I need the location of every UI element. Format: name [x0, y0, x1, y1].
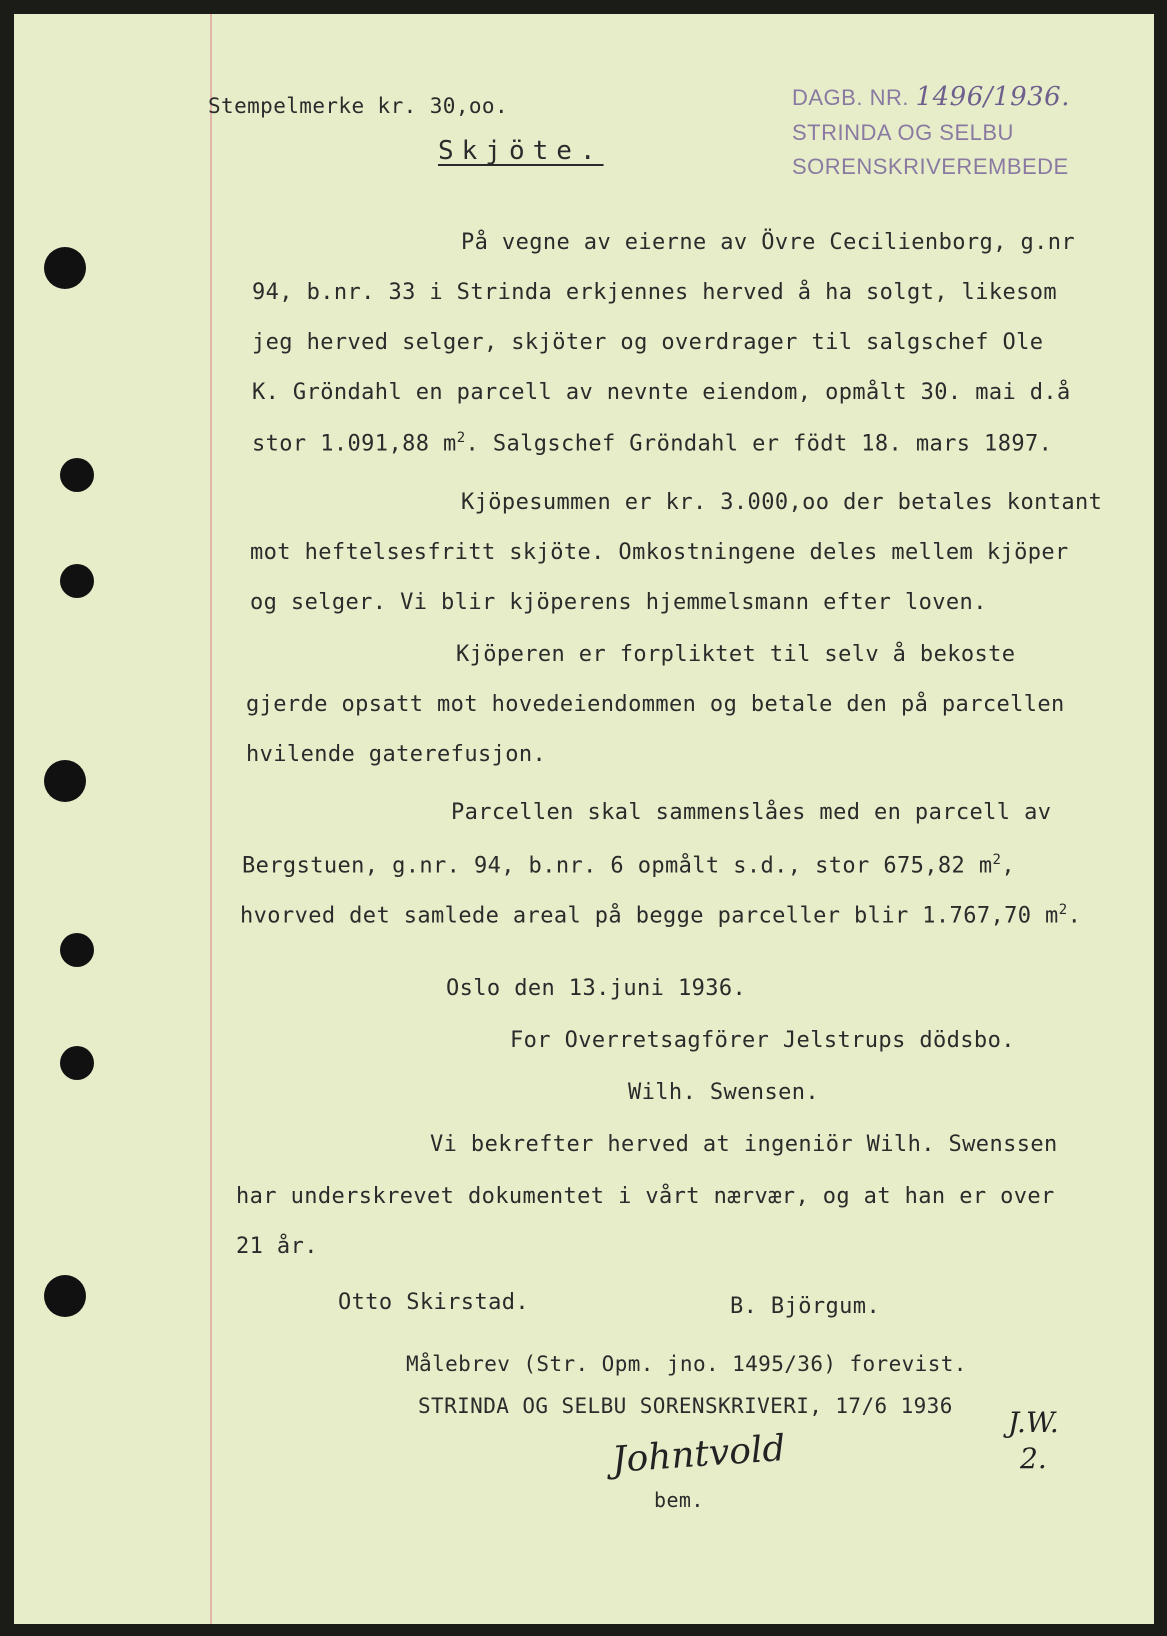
registry-note: STRINDA OG SELBU SORENSKRIVERI, 17/6 1936	[418, 1394, 953, 1418]
stamp-office: SORENSKRIVEREMBEDE	[792, 154, 1069, 179]
bem-note: bem.	[654, 1488, 704, 1512]
text-segment: Bergstuen, g.nr. 94, b.nr. 6 opmålt s.d., stor 675,82 m	[242, 853, 993, 879]
text-line: Kjöperen er forpliktet til selv å bekoste	[456, 642, 1016, 667]
punch-hole	[60, 458, 94, 492]
superscript: 2	[456, 430, 466, 446]
document-title: Skjöte.	[438, 136, 604, 166]
text-line: jeg herved selger, skjöter og overdrager til salgschef Ole	[252, 330, 1044, 355]
stamp-number: 1496	[915, 82, 984, 112]
text-segment: .	[1067, 903, 1082, 929]
punch-hole	[44, 247, 86, 289]
text-line: og selger. Vi blir kjöperens hjemmelsmann efter loven.	[250, 590, 987, 615]
text-line: På vegne av eierne av Övre Cecilienborg, g.nr	[461, 230, 1076, 255]
text-line: Kjöpesummen er kr. 3.000,oo der betales kontant	[461, 490, 1103, 515]
text-line: har underskrevet dokumentet i vårt nærvær, og at han er over	[236, 1184, 1055, 1209]
initials: J.W.	[1008, 1406, 1059, 1439]
punch-hole	[60, 1046, 94, 1080]
stamp-fee: Stempelmerke kr. 30,oo.	[208, 94, 508, 118]
text-line: gjerde opsatt mot hovedeiendommen og betale den på parcellen	[246, 692, 1065, 717]
clerk-signature: Johntvold	[610, 1427, 787, 1482]
stamp-year: /1936.	[983, 82, 1070, 112]
initials-sub: 2.	[1020, 1442, 1047, 1475]
stamp-label: DAGB. NR.	[792, 85, 909, 110]
on-behalf-line: For Overretsagförer Jelstrups dödsbo.	[510, 1028, 1015, 1053]
punch-hole	[60, 564, 94, 598]
text-line: Vi bekrefter herved at ingeniör Wilh. Swenssen	[430, 1132, 1058, 1157]
witness-signature: B. Björgum.	[730, 1294, 881, 1319]
witness-signature: Otto Skirstad.	[338, 1290, 530, 1315]
area-value: stor 1.091,88 m	[252, 431, 457, 457]
text-line: 21 år.	[236, 1234, 318, 1259]
punch-hole	[44, 760, 86, 802]
text-line	[242, 852, 1015, 878]
document-page	[14, 14, 1154, 1624]
place-date: Oslo den 13.juni 1936.	[446, 976, 747, 1001]
text-line: K. Gröndahl en parcell av nevnte eiendom, opmålt 30. mai d.å	[252, 380, 1071, 405]
punch-hole	[44, 1275, 86, 1317]
seller-signature: Wilh. Swensen.	[628, 1080, 820, 1105]
punch-hole	[60, 933, 94, 967]
stamp-court: STRINDA OG SELBU	[792, 120, 1014, 145]
text-line: hvilende gaterefusjon.	[246, 742, 547, 767]
text-segment: ,	[1001, 853, 1015, 879]
birth-info: . Salgschef Gröndahl er födt 18. mars 1897.	[465, 431, 1053, 457]
text-line: Parcellen skal sammenslåes med en parcell av	[451, 800, 1052, 825]
text-line	[252, 430, 1052, 456]
text-line: 94, b.nr. 33 i Strinda erkjennes herved å ha solgt, likesom	[252, 280, 1058, 305]
superscript: 2	[1058, 902, 1068, 918]
text-line	[240, 902, 1081, 928]
survey-note: Målebrev (Str. Opm. jno. 1495/36) forevist.	[406, 1352, 967, 1376]
text-line: mot heftelsesfritt skjöte. Omkostningene deles mellem kjöper	[250, 540, 1069, 565]
text-segment: hvorved det samlede areal på begge parceller blir 1.767,70 m	[240, 903, 1059, 929]
superscript: 2	[992, 852, 1002, 868]
margin-line	[210, 14, 212, 1624]
